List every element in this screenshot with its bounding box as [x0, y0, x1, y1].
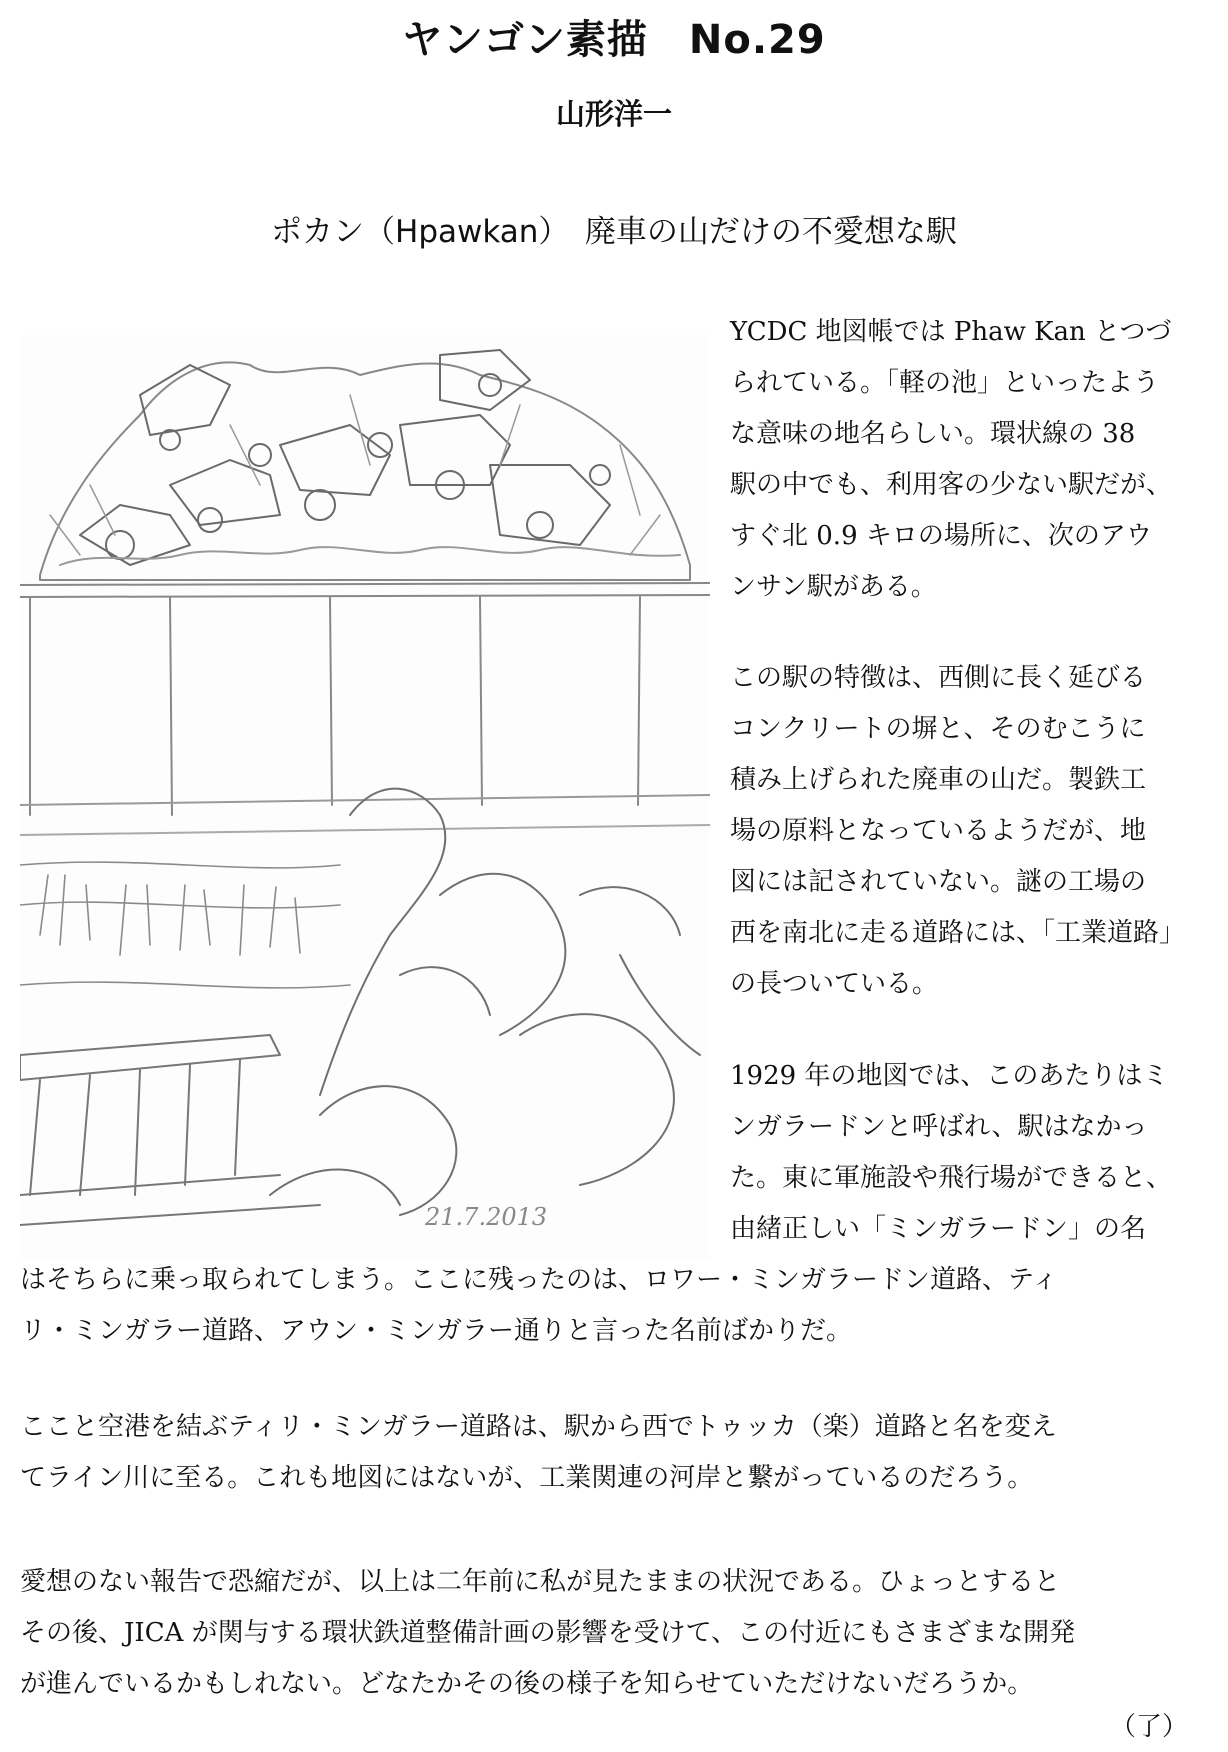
text-line: すぐ北 0.9 キロの場所に、次のアウ: [730, 521, 1152, 551]
text-line: コンクリートの塀と、そのむこうに: [730, 714, 1146, 744]
text-line: られている。「軽の池」といったよう: [730, 368, 1160, 398]
paragraph-3: [730, 1051, 1172, 1255]
sketch-date-inscription: 21.7.2013: [425, 1203, 548, 1231]
paragraph-1: [730, 307, 1172, 613]
paragraph-3-continued: [20, 1255, 1058, 1357]
text-line: 積み上げられた廃車の山だ。製鉄工: [730, 765, 1147, 795]
end-mark: （了）: [1109, 1712, 1188, 1742]
text-line: ンサン駅がある。: [730, 572, 937, 602]
text-line: 愛想のない報告で恐縮だが、以上は二年前に私が見たままの状況である。ひょっとすると: [20, 1567, 1061, 1597]
text-line: リ・ミンガラー道路、アウン・ミンガラー通りと言った名前ばかりだ。: [20, 1316, 853, 1346]
text-line: この駅の特徴は、西側に長く延びる: [730, 663, 1147, 693]
rail-sleepers: [20, 1035, 320, 1225]
pencil-sketch-illustration: [20, 335, 710, 1260]
article-subtitle: ポカン（Hpawkan） 廃車の山だけの不愛想な駅: [271, 214, 957, 250]
text-line: 1929 年の地図では、このあたりはミ: [730, 1061, 1169, 1091]
concrete-wall: [20, 583, 710, 835]
grass-ground: [20, 862, 350, 988]
text-line: ンガラードンと呼ばれ、駅はなかっ: [730, 1112, 1148, 1142]
text-line: 場の原料となっているようだが、地: [730, 816, 1147, 846]
page-title: ヤンゴン素描 No.29: [402, 17, 826, 63]
text-line: が進んでいるかもしれない。どなたかその後の様子を知らせていただけないだろうか。: [20, 1669, 1034, 1699]
text-line: はそちらに乗っ取られてしまう。ここに残ったのは、ロワー・ミンガラードン道路、ティ: [20, 1265, 1058, 1295]
text-line: た。東に軍施設や飛行場ができると、: [730, 1163, 1173, 1193]
text-line: の長ついている。: [730, 969, 939, 999]
author-name: 山形洋一: [555, 97, 672, 131]
paragraph-2: [730, 653, 1185, 1010]
text-line: ここと空港を結ぶティリ・ミンガラー道路は、駅から西でトゥッカ（楽）道路と名を変え: [20, 1412, 1057, 1442]
text-line: 駅の中でも、利用客の少ない駅だが、: [730, 470, 1173, 500]
foreground-bushes: [270, 789, 700, 1215]
text-line: その後、JICA が関与する環状鉄道整備計画の影響を受けて、この付近にもさまざまな開発: [20, 1618, 1076, 1648]
text-line: YCDC 地図帳では Phaw Kan とつづ: [730, 317, 1172, 347]
text-line: 図には記されていない。謎の工場の: [730, 867, 1147, 897]
text-line: な意味の地名らしい。環状線の 38: [730, 419, 1136, 449]
text-line: 由緒正しい「ミンガラードン」の名: [730, 1214, 1147, 1244]
paragraph-5: [20, 1557, 1075, 1710]
text-line: てライン川に至る。これも地図にはないが、工業関連の河岸と繋がっているのだろう。: [20, 1463, 1034, 1493]
text-line: 西を南北に走る道路には、「工業道路」: [730, 918, 1186, 948]
scrap-car-heap: [40, 350, 690, 580]
paragraph-4: [20, 1402, 1057, 1504]
